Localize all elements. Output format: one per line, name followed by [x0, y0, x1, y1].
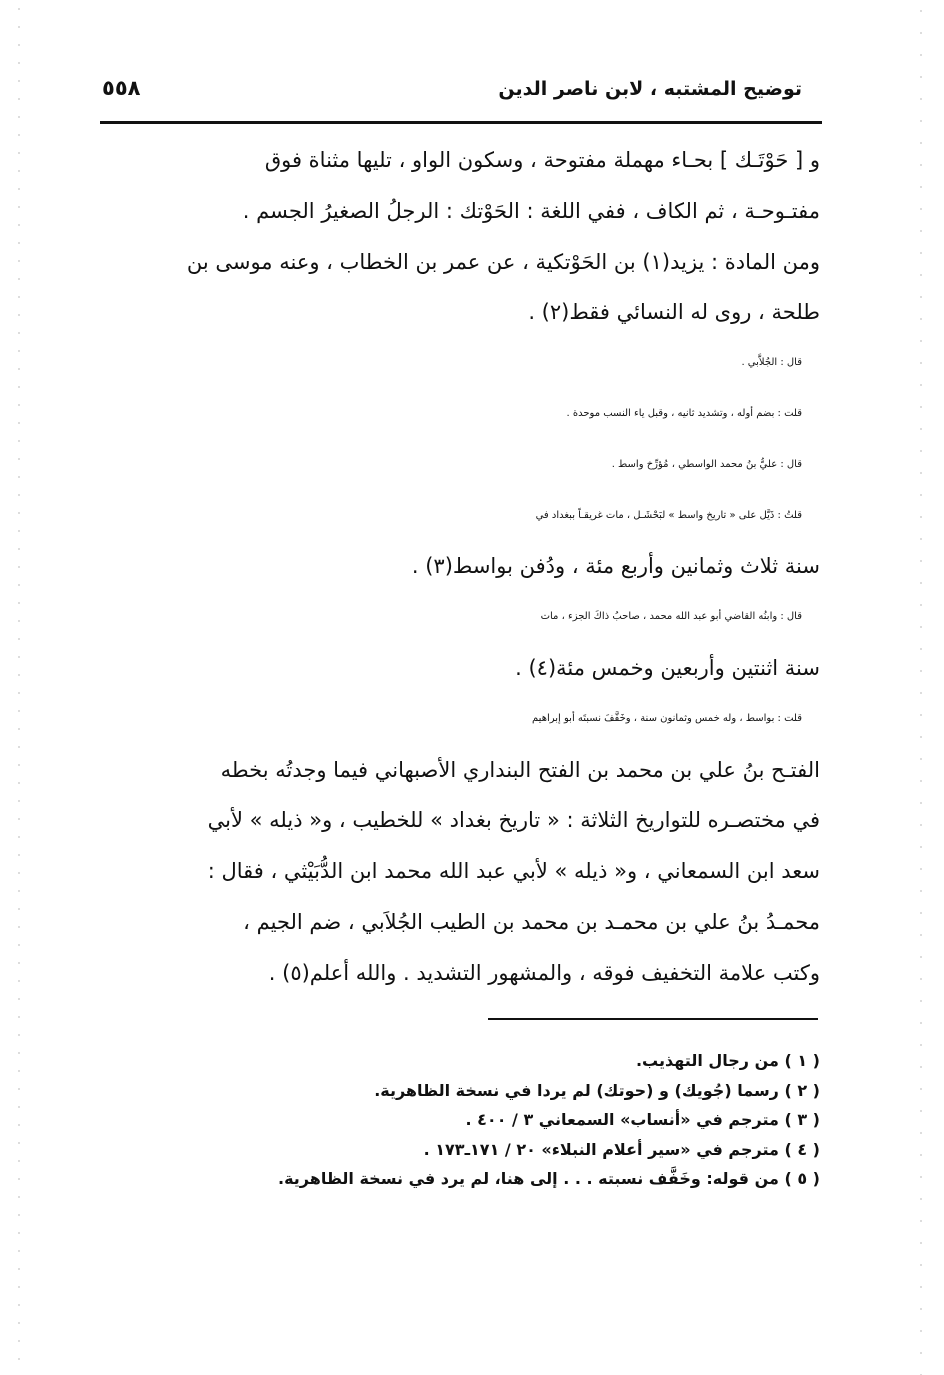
footnote: ( ٢ ) رسما (جُويك) و (حوتك) لم يردا في نسخة الظاهرية.: [374, 1080, 820, 1100]
text-line: سنة اثنتين وأربعين وخمس مئة(٤) .: [515, 655, 820, 680]
header-rule: [100, 121, 822, 124]
scan-edge-artifact-left: [18, 0, 20, 1375]
text-line: الفتـح بنُ علي بن محمد بن الفتح البنداري الأصبهاني فيما وجدتُه بخطه: [220, 757, 820, 782]
text-line: قال : عليُّ بنُ محمد الواسطي ، مُؤرِّخ واسط .: [611, 458, 802, 470]
text-line: في مختصـره للتواريخ الثلاثة : « تاريخ بغداد » للخطيب ، و« ذيله » لأبي: [207, 808, 820, 833]
text-line: وكتب علامة التخفيف فوقه ، والمشهور التشديد . والله أعلم(٥) .: [268, 960, 820, 985]
text-line: قلتُ : ذَيَّل على « تاريخ واسط » لبَحْشَـل ، مات غريقـاً ببغداد في: [535, 509, 802, 521]
page-number: ٥٥٨: [102, 76, 141, 100]
text-line: طلحة ، روى له النسائي فقط(٢) .: [528, 300, 820, 325]
footnote: ( ٥ ) من قوله: وخَفَّف نسبته . . . إلى هنا، لم يرد في نسخة الظاهرية.: [277, 1169, 820, 1188]
footnote: ( ١ ) من رجال التهذيب.: [635, 1051, 820, 1070]
text-line: و [ حَوْتَـك ] بحـاء مهملة مفتوحة ، وسكون الواو ، تليها مثناة فوق: [264, 148, 820, 172]
main-text: [102, 135, 820, 999]
footnote: ( ٣ ) مترجم في «أنساب» السمعاني ٣ / ٤٠٠ .: [465, 1110, 820, 1129]
footnotes: [150, 1046, 820, 1194]
text-line: مفتـوحـة ، ثم الكاف ، ففي اللغة : الحَوْتك : الرجلُ الصغيرُ الجسم .: [242, 198, 820, 223]
text-line: قال : وابنُه القاضي أبو عبد الله محمد ، صاحبُ ذاكَ الجزء ، مات: [540, 611, 802, 623]
text-line: قلت : بواسط ، وله خمس وثمانون سنة ، وخَفَّفَ نسبتَه أبو إبراهيم: [532, 712, 802, 724]
footnote: ( ٤ ) مترجم في «سير أعلام النبلاء» ٢٠ / ١٧١ـ١٧٣ .: [423, 1139, 820, 1159]
text-line: قال : الجُلاَّبي .: [741, 357, 802, 369]
text-line: محمـدُ بنُ علي بن محمـد بن محمد بن الطيب الجُلاَبي ، ضم الجيم ،: [243, 909, 820, 934]
text-line: قلت : بضم أوله ، وتشديد ثانيه ، وقبل ياء النسب موحدة .: [566, 407, 802, 419]
text-line: سعد ابن السمعاني ، و« ذيله » لأبي عبد الله محمد ابن الدُّبَيْثي ، فقال :: [207, 859, 820, 884]
footnote-separator: [488, 1018, 818, 1020]
scan-edge-artifact-right: [920, 0, 922, 1375]
text-line: ومن المادة : يزيد(١) بن الحَوْتكية ، عن عمر بن الخطاب ، وعنه موسى بن: [186, 249, 820, 274]
text-line: سنة ثلاث وثمانين وأربع مئة ، ودُفن بواسط(٣) .: [411, 554, 820, 579]
running-title: توضيح المشتبه ، لابن ناصر الدين: [498, 78, 802, 100]
running-header: [102, 74, 820, 114]
